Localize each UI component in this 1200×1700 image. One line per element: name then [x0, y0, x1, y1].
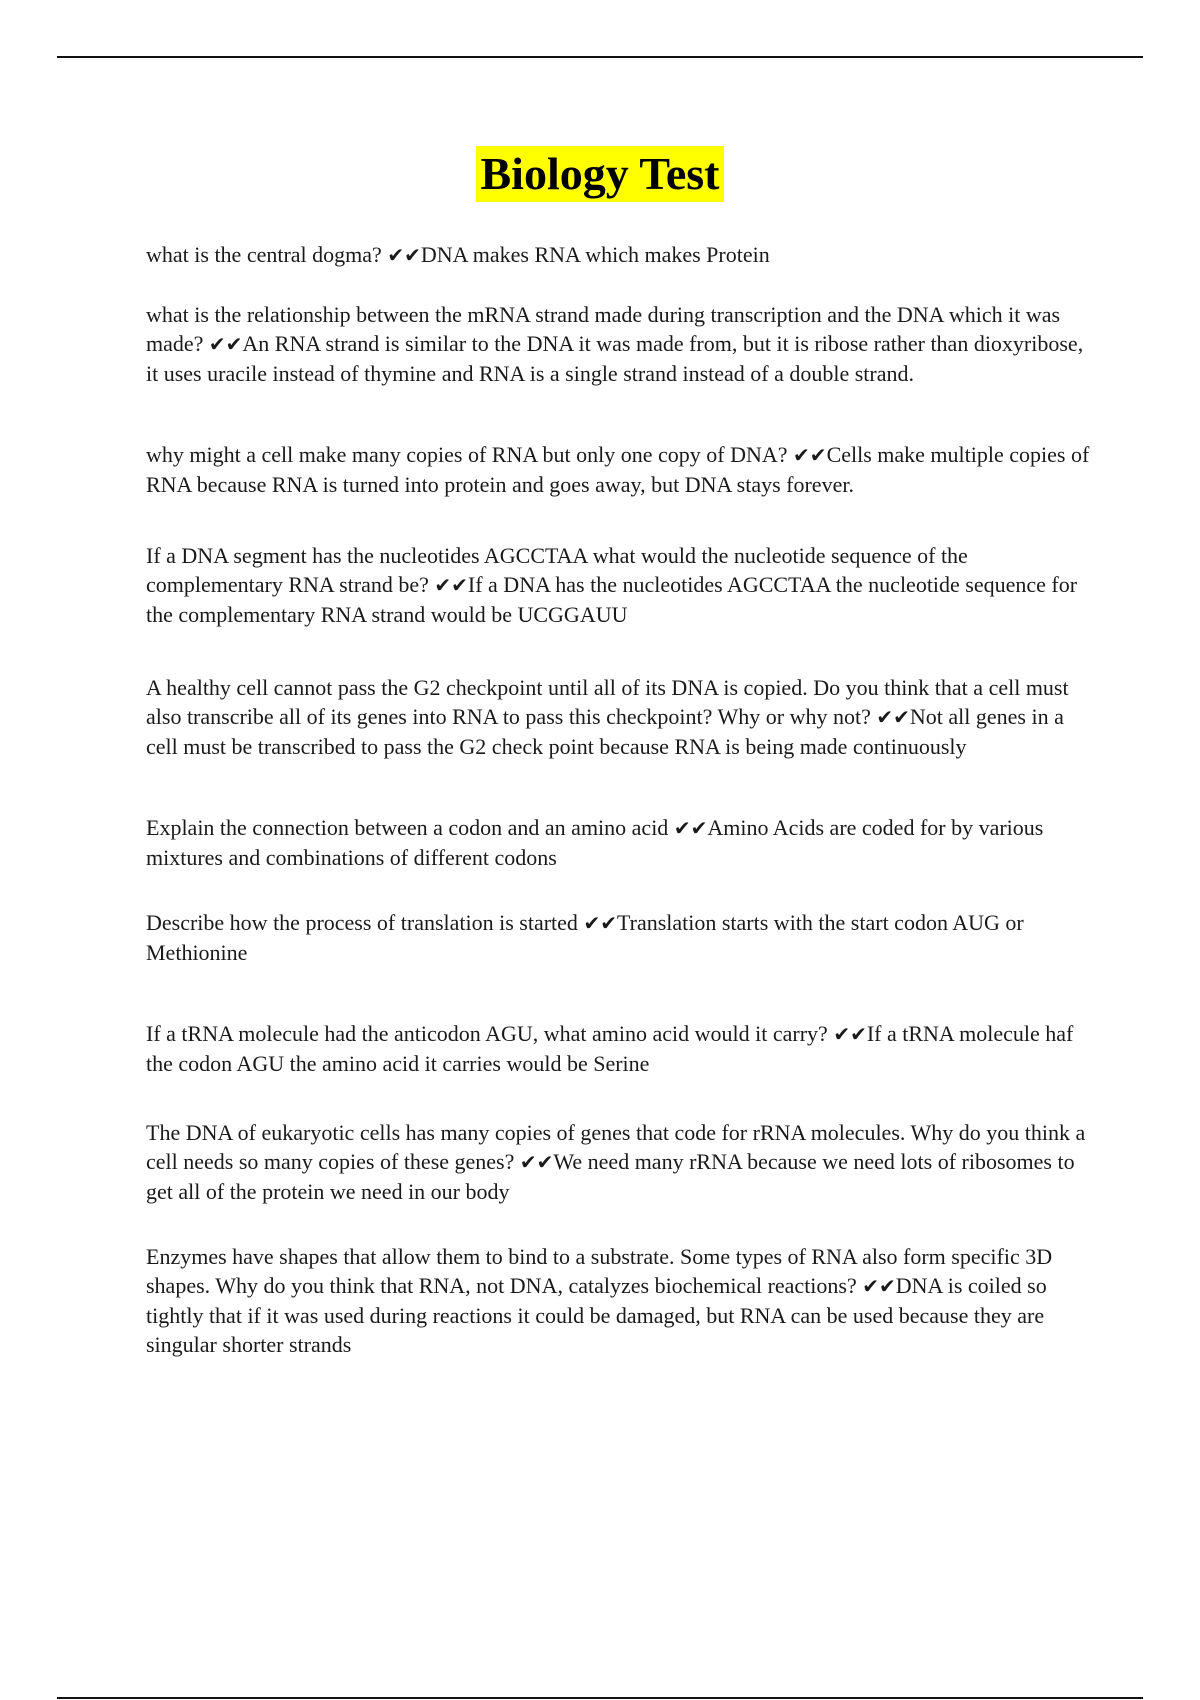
qa-item: [146, 1118, 1096, 1206]
question-text: what is the central dogma?: [146, 242, 382, 267]
answer-text: We need many rRNA because we need lots of ribosomes to get all of the protein we need in our body: [146, 1149, 1075, 1204]
answer-text: Amino Acids are coded for by various mixtures and combinations of different codons: [146, 815, 1044, 870]
answer-text: Translation starts with the start codon AUG or Methionine: [146, 910, 1024, 965]
question-text: If a tRNA molecule had the anticodon AGU, what amino acid would it carry?: [146, 1021, 828, 1046]
question-text: Enzymes have shapes that allow them to bind to a substrate. Some types of RNA also form specific 3D shapes. Why do you think that RNA, not DNA, catalyzes biochemical reactions?: [146, 1244, 1053, 1298]
qa-item: [146, 300, 1096, 388]
double-check-icon: ✔✔: [434, 573, 468, 597]
qa-item: [146, 908, 1096, 967]
bottom-rule: [57, 1697, 1143, 1699]
double-check-icon: ✔✔: [862, 1274, 896, 1298]
page-title: Biology Test: [476, 146, 723, 202]
top-rule: [57, 56, 1143, 58]
double-check-icon: ✔✔: [876, 705, 910, 729]
double-check-icon: ✔✔: [673, 816, 708, 840]
question-text: The DNA of eukaryotic cells has many copies of genes that code for rRNA molecules. Why do you think a cell needs so many copies of these genes?: [146, 1120, 1086, 1174]
question-text: what is the relationship between the mRNA strand made during transcription and the DNA which it was made?: [146, 302, 1061, 356]
qa-item: [146, 813, 1096, 872]
answer-text: DNA is coiled so tightly that if it was used during reactions it could be damaged, but RNA can be used because they are singular shorter strands: [146, 1273, 1047, 1357]
answer-text: DNA makes RNA which makes Protein: [420, 242, 770, 267]
double-check-icon: ✔✔: [583, 911, 617, 935]
double-check-icon: ✔✔: [387, 243, 421, 267]
qa-item: [146, 541, 1096, 629]
qa-item: [146, 240, 1096, 270]
question-text: Explain the connection between a codon and an amino acid: [146, 815, 669, 840]
answer-text: An RNA strand is similar to the DNA it was made from, but it is ribose rather than dioxyribose, it uses uracile instead of thymine and RNA is a single strand instead of a double strand.: [146, 331, 1084, 386]
question-text: why might a cell make many copies of RNA but only one copy of DNA?: [146, 442, 788, 467]
qa-item: [146, 440, 1096, 499]
qa-item: [146, 673, 1096, 761]
title-container: [0, 146, 1200, 202]
answer-text: Not all genes in a cell must be transcribed to pass the G2 check point because RNA is being made continuously: [146, 704, 1064, 759]
answer-text: If a tRNA molecule haf the codon AGU the amino acid it carries would be Serine: [146, 1021, 1074, 1076]
double-check-icon: ✔✔: [833, 1022, 867, 1046]
double-check-icon: ✔✔: [208, 332, 243, 356]
answer-text: Cells make multiple copies of RNA because RNA is turned into protein and goes away, but DNA stays forever.: [146, 442, 1090, 497]
question-text: Describe how the process of translation is started: [146, 910, 578, 935]
qa-item: [146, 1019, 1096, 1078]
question-list: [146, 240, 1096, 1359]
answer-text: If a DNA has the nucleotides AGCCTAA the nucleotide sequence for the complementary RNA strand would be UCGGAUU: [146, 572, 1078, 627]
question-text: A healthy cell cannot pass the G2 checkpoint until all of its DNA is copied. Do you think that a cell must also transcribe all of its genes into RNA to pass this checkpoint? Why or why not?: [146, 675, 1069, 729]
qa-item: [146, 1242, 1096, 1359]
double-check-icon: ✔✔: [519, 1150, 554, 1174]
question-text: If a DNA segment has the nucleotides AGCCTAA what would the nucleotide sequence of the complementary RNA strand be?: [146, 543, 968, 597]
double-check-icon: ✔✔: [793, 443, 827, 467]
